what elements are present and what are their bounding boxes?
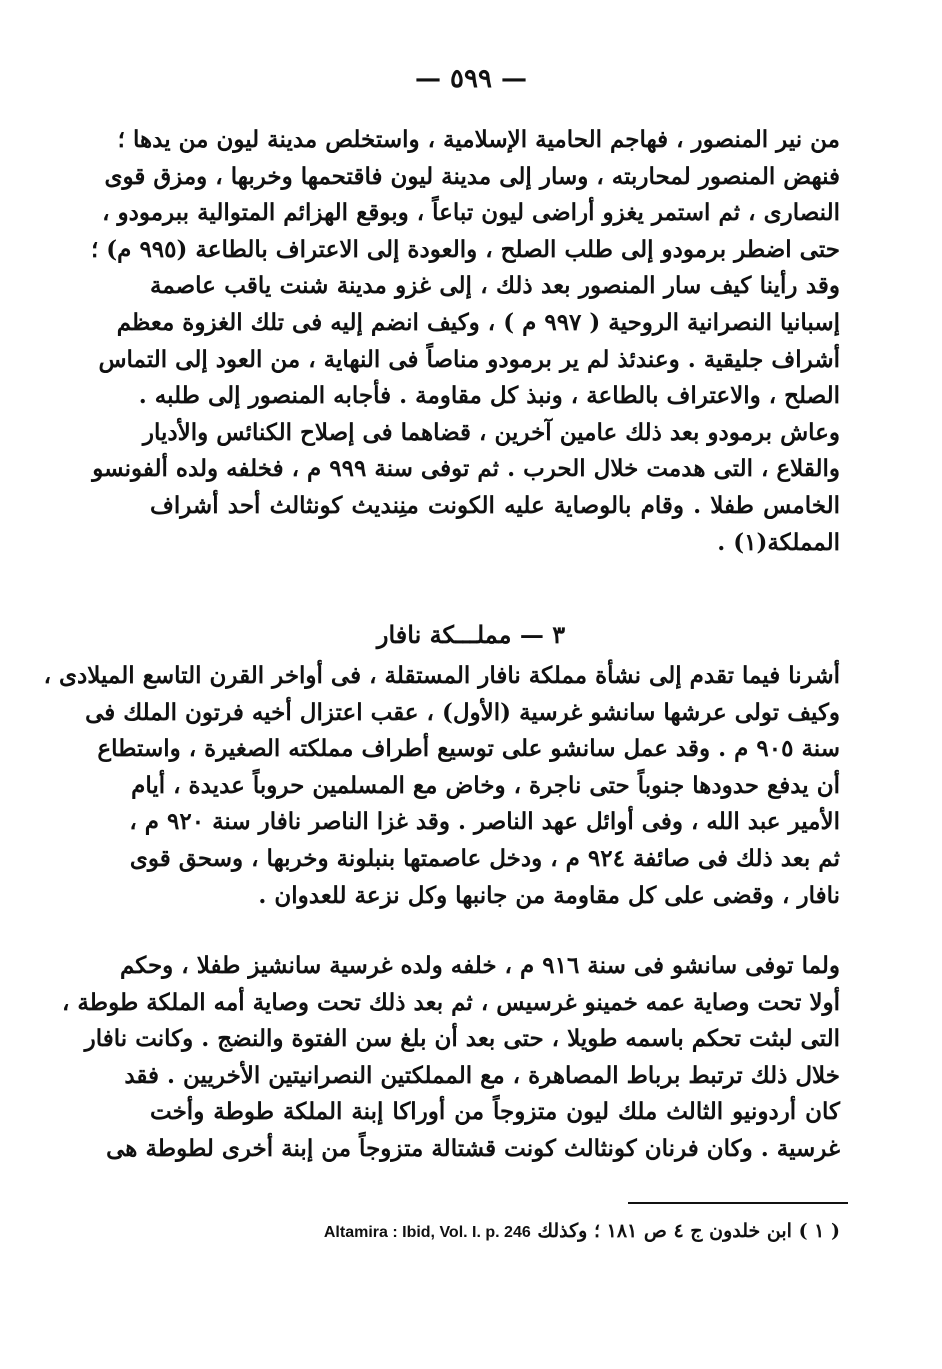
text-line: غرسية . وكان فرنان كونثالث كونت قشتالة متزوجاً من إبنة أخرى لطوطة هى xyxy=(106,1134,840,1162)
text-line: ولما توفى سانشو فى سنة ٩١٦ م ، خلفه ولده غرسية سانشيز طفلا ، وحكم xyxy=(119,952,840,979)
text-line: التى لبثت تحكم باسمه طويلا ، حتى بعد أن بلغ سن الفتوة والنضج . وكانت نافار xyxy=(84,1025,840,1053)
text-line: ثم بعد ذلك فى صائفة ٩٢٤ م ، ودخل عاصمتها بنبلونة وخربها ، وسحق قوى xyxy=(129,844,840,872)
text-line: خلال ذلك ترتبط برباط المصاهرة ، مع المملكتين النصرانيتين الأخريين . فقد xyxy=(124,1061,840,1089)
text-line: أن يدفع حدودها جنوباً حتى ناجرة ، وخاض مع المسلمين حروباً عديدة ، أيام xyxy=(131,771,840,799)
text-line: وعاش برمودو بعد ذلك عامين آخرين ، قضاهما فى إصلاح الكنائس والأديار xyxy=(142,418,840,446)
footnote xyxy=(150,1216,840,1248)
text-line: أشراف جليقية . وعندئذ لم ير برمودو مناصاً فى النهاية ، من العود إلى التماس xyxy=(98,345,840,373)
footnote-latin-reference: Altamira : Ibid, Vol. I. p. 246 xyxy=(323,1224,531,1241)
footnote-arabic: ( ١ ) ابن خلدون ج ٤ ص ١٨١ ؛ وكذلك xyxy=(537,1220,840,1242)
section-heading: ٣ — مملـــكة نافار xyxy=(376,620,566,649)
text-line: المملكة(١) . xyxy=(717,528,840,556)
text-line: أولا تحت وصاية عمه خمينو غرسيس ، ثم بعد ذلك تحت وصاية أمه الملكة طوطة ، xyxy=(62,988,840,1016)
footnote-divider xyxy=(628,1202,848,1204)
text-line: الخامس طفلا . وقام بالوصاية عليه الكونت منِنديث كونثالث أحد أشراف xyxy=(150,491,840,519)
text-line: سنة ٩٠٥ م . وقد عمل سانشو على توسيع أطراف مملكته الصغيرة ، واستطاع xyxy=(97,735,840,763)
text-line: الأمير عبد الله ، وفى أوائل عهد الناصر . وقد غزا الناصر نافار سنة ٩٢٠ م ، xyxy=(129,808,840,836)
text-line: فنهض المنصور لمحاربته ، وسار إلى مدينة ليون فاقتحمها وخربها ، ومزق قوى xyxy=(104,162,840,190)
text-line: الصلح ، والاعتراف بالطاعة ، ونبذ كل مقاومة . فأجابه المنصور إلى طلبه . xyxy=(138,382,840,410)
text-line: نافار ، وقضى على كل مقاومة من جانبها وكل نزعة للعدوان . xyxy=(258,881,840,909)
text-line: من نير المنصور ، فهاجم الحامية الإسلامية ، واستخلص مدينة ليون من يدها ؛ xyxy=(117,126,840,153)
page-number: — ٥٩٩ — xyxy=(414,64,528,94)
text-line: والقلاع ، التى هدمت خلال الحرب . ثم توفى سنة ٩٩٩ م ، فخلفه ولده ألفونسو xyxy=(92,455,840,483)
paragraph-1 xyxy=(90,122,840,561)
text-line: النصارى ، ثم استمر يغزو أراضى ليون تباعاً ، وبوقع الهزائم المتوالية ببرمودو ، xyxy=(102,199,840,227)
text-line: وقد رأينا كيف سار المنصور بعد ذلك ، إلى غزو مدينة شنت ياقب عاصمة xyxy=(150,272,840,300)
text-line: كان أردونيو الثالث ملك ليون متزوجاً من أوراكا إبنة الملكة طوطة وأخت xyxy=(150,1098,840,1126)
text-line: وكيف تولى عرشها سانشو غرسية (الأول) ، عقب اعتزال أخيه فرتون الملك فى xyxy=(85,698,840,726)
text-line: إسبانيا النصرانية الروحية ( ٩٩٧ م ) ، وكيف انضم إليه فى تلك الغزوة معظم xyxy=(116,308,840,336)
paragraph-2 xyxy=(43,658,840,914)
text-line: أشرنا فيما تقدم إلى نشأة مملكة نافار المستقلة ، فى أواخر القرن التاسع الميلادى ، xyxy=(43,662,840,689)
paragraph-3 xyxy=(62,948,840,1168)
text-line: حتى اضطر برمودو إلى طلب الصلح ، والعودة إلى الاعتراف بالطاعة (٩٩٥ م) ؛ xyxy=(90,235,840,263)
